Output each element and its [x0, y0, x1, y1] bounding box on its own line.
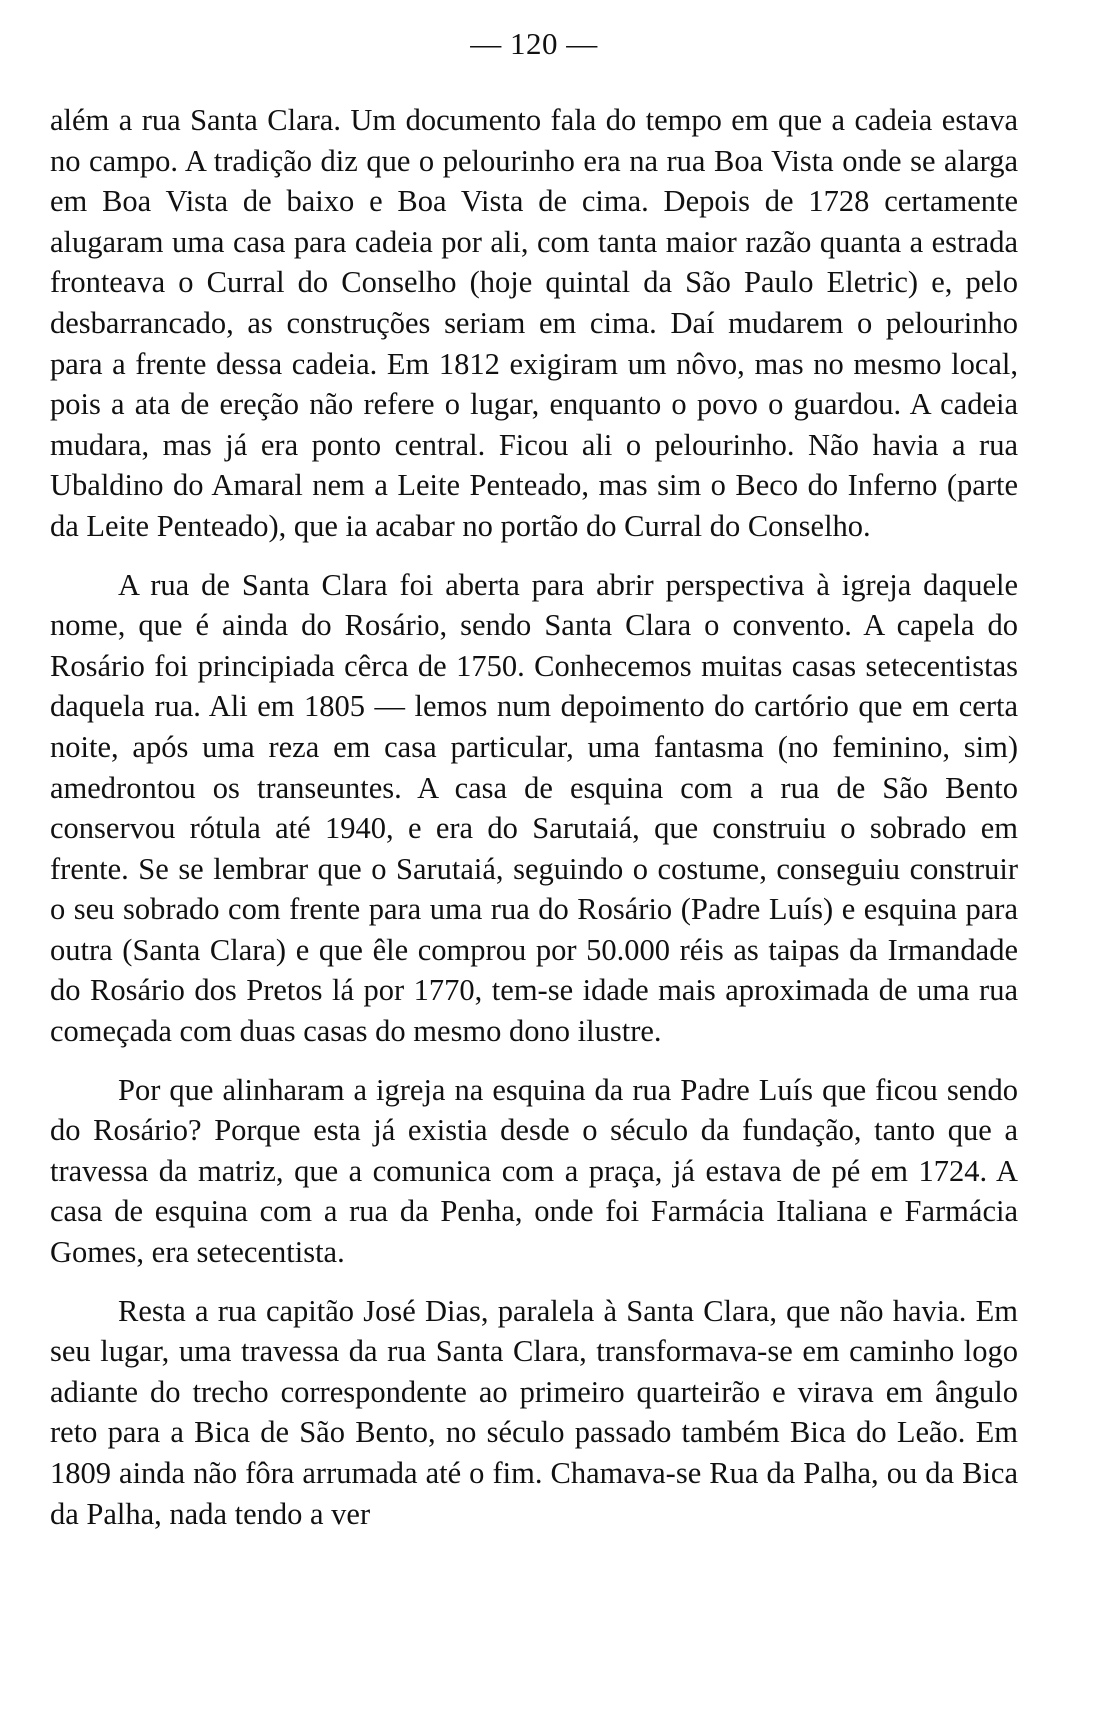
paragraph-4: Resta a rua capitão José Dias, paralela à Santa Clara, que não havia. Em seu lugar, uma travessa da rua Santa Clara, transformava-se em caminho logo adiante do trecho correspondente ao primeiro quarteirão e virava em ângulo reto para a Bica de São Bento, no século passado também Bica do Leão. Em 1809 ainda não fôra arrumada até o fim. Chamava-se Rua da Palha, ou da Bica da Palha, nada tendo a ver: [50, 1293, 1018, 1531]
book-page: [50, 24, 1018, 1534]
page-number: — 120 —: [470, 26, 598, 61]
paragraph-3: Por que alinharam a igreja na esquina da rua Padre Luís que ficou sendo do Rosário? Porque esta já existia desde o século da fundação, tanto que a travessa da matriz, que a comunica com a praça, já estava de pé em 1724. A casa de esquina com a rua da Penha, onde foi Farmácia Italiana e Farmácia Gomes, era setecentista.: [50, 1072, 1018, 1270]
paragraph-1: além a rua Santa Clara. Um documento fala do tempo em que a cadeia estava no campo. A tradição diz que o pelourinho era na rua Boa Vista onde se alarga em Boa Vista de baixo e Boa Vista de cima. Depois de 1728 certamente alugaram uma casa para cadeia por ali, com tanta maior razão quanta a estrada fronteava o Curral do Conselho (hoje quintal da São Paulo Eletric) e, pelo desbarrancado, as construções seriam em cima. Daí mudarem o pelourinho para a frente dessa cadeia. Em 1812 exigiram um nôvo, mas no mesmo local, pois a ata de ereção não refere o lugar, enquanto o povo o guardou. A cadeia mudara, mas já era ponto central. Ficou ali o pelourinho. Não havia a rua Ubaldino do Amaral nem a Leite Penteado, mas sim o Beco do Inferno (parte da Leite Penteado), que ia acabar no portão do Curral do Conselho.: [50, 103, 1018, 543]
paragraph-2: A rua de Santa Clara foi aberta para abrir perspectiva à igreja daquele nome, que é ainda do Rosário, sendo Santa Clara o convento. A capela do Rosário foi principiada cêrca de 1750. Conhecemos muitas casas setecentistas daquela rua. Ali em 1805 — lemos num depoimento do cartório que em certa noite, após uma reza em casa particular, uma fantasma (no feminino, sim) amedrontou os transeuntes. A casa de esquina com a rua de São Bento conservou rótula até 1940, e era do Sarutaiá, que construiu o sobrado em frente. Se se lembrar que o Sarutaiá, seguindo o costume, conseguiu construir o seu sobrado com frente para uma rua do Rosário (Padre Luís) e esquina para outra (Santa Clara) e que êle comprou por 50.000 réis as taipas da Irmandade do Rosário dos Pretos lá por 1770, tem-se idade mais aproximada de uma rua começada com duas casas do mesmo dono ilustre.: [50, 567, 1018, 1049]
